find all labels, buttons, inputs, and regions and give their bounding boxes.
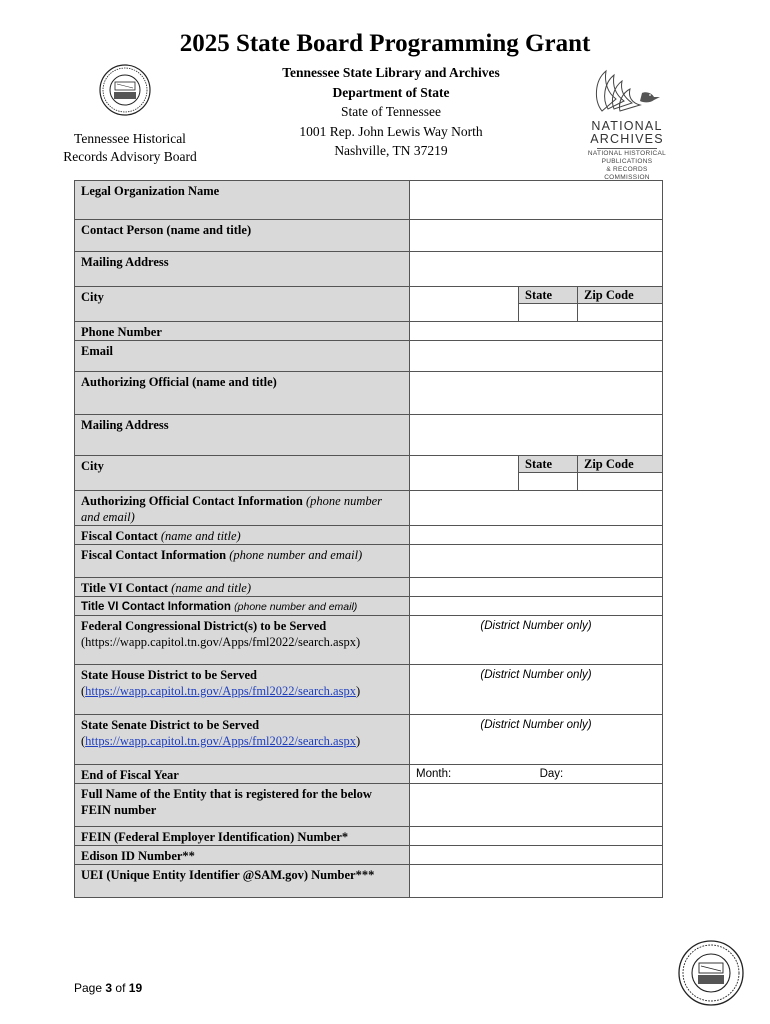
page-total: 19 — [128, 981, 143, 995]
form-row-auth-official — [75, 372, 663, 415]
fiscal-info-label — [75, 545, 410, 578]
congress-district-hint: (District Number only) — [480, 620, 592, 632]
thrab-line-1: Tennessee Historical — [74, 131, 186, 146]
fiscal-info-bold: Fiscal Contact Information — [81, 548, 227, 562]
title6-info-hint: (phone number and email) — [234, 601, 358, 613]
email-field[interactable] — [410, 341, 663, 372]
auth-contact-bold: Authorizing Official Contact Information — [81, 494, 303, 508]
senate-district-hint: (District Number only) — [480, 719, 592, 731]
form-row-mailing-1 — [75, 252, 663, 287]
house-field[interactable] — [410, 665, 663, 715]
fiscal-info-field[interactable] — [410, 545, 663, 578]
edison-label: Edison ID Number** — [75, 846, 410, 865]
state-2-label: State — [519, 456, 577, 472]
eagle-icon — [584, 63, 670, 115]
zip-cell — [578, 287, 663, 321]
contact-person-field[interactable] — [410, 220, 663, 252]
form-row-fein — [75, 827, 663, 846]
zip-field[interactable] — [578, 303, 662, 321]
city-subtable — [410, 287, 662, 321]
contact-person-label: Contact Person (name and title) — [75, 220, 410, 252]
nara-line-2: ARCHIVES — [590, 132, 664, 146]
title6-hint: (name and title) — [171, 581, 252, 595]
mailing-address-label: Mailing Address — [75, 252, 410, 287]
form-row-phone — [75, 322, 663, 341]
phone-label: Phone Number — [75, 322, 410, 341]
city-2-label: City — [75, 456, 410, 491]
form-row-mailing-2 — [75, 415, 663, 456]
fein-label: FEIN (Federal Employer Identification) Number* — [75, 827, 410, 846]
thrab-org-name — [55, 130, 205, 166]
auth-official-label: Authorizing Official (name and title) — [75, 372, 410, 415]
zip-2-cell — [578, 456, 663, 490]
title6-info-field[interactable] — [410, 597, 663, 616]
senate-field[interactable] — [410, 715, 663, 765]
tennessee-seal-icon — [99, 64, 151, 116]
senate-label — [75, 715, 410, 765]
fein-field[interactable] — [410, 827, 663, 846]
form-row-legal-org — [75, 181, 663, 220]
form-row-fiscal-year — [75, 765, 663, 784]
senate-district-link[interactable]: https://wapp.capitol.tn.gov/Apps/fml2022/search.aspx — [85, 734, 356, 748]
entity-name-field[interactable] — [410, 784, 663, 827]
senate-url-wrap: (https://wapp.capitol.tn.gov/Apps/fml2022/search.aspx) — [81, 734, 361, 748]
auth-contact-field[interactable] — [410, 491, 663, 526]
senate-label-text: State Senate District to be Served — [81, 718, 260, 732]
city-2-field[interactable] — [410, 456, 519, 490]
nara-sub-1: NATIONAL HISTORICAL — [587, 150, 667, 157]
form-row-senate — [75, 715, 663, 765]
edison-field[interactable] — [410, 846, 663, 865]
uei-label: UEI (Unique Entity Identifier @SAM.gov) Number*** — [75, 865, 410, 898]
agency-name: Tennessee State Library and Archives — [282, 65, 500, 80]
phone-field[interactable] — [410, 322, 663, 341]
nara-sub-3: & RECORDS COMMISSION — [604, 166, 650, 181]
auth-official-field[interactable] — [410, 372, 663, 415]
nara-line-1: NATIONAL — [591, 119, 663, 133]
legal-org-label: Legal Organization Name — [75, 181, 410, 220]
mailing-address-field[interactable] — [410, 252, 663, 287]
city-label: City — [75, 287, 410, 322]
state-2-cell — [519, 456, 578, 490]
uei-field[interactable] — [410, 865, 663, 898]
entity-name-label: Full Name of the Entity that is registered for the below FEIN number — [75, 784, 410, 827]
mailing-address-2-label: Mailing Address — [75, 415, 410, 456]
form-row-fiscal-info — [75, 545, 663, 578]
of-word: of — [115, 981, 126, 995]
house-url-wrap: (https://wapp.capitol.tn.gov/Apps/fml2022/search.aspx) — [81, 684, 361, 698]
day-label: Day: — [539, 768, 564, 780]
email-label: Email — [75, 341, 410, 372]
zip-label: Zip Code — [578, 287, 662, 303]
thrab-line-2: Records Advisory Board — [63, 149, 197, 164]
title6-bold: Title VI Contact — [81, 581, 169, 595]
state-name: State of Tennessee — [340, 104, 442, 119]
application-form-table — [74, 180, 663, 898]
zip-2-field[interactable] — [578, 472, 662, 490]
congress-label-text: Federal Congressional District(s) to be Served — [81, 619, 327, 633]
house-district-hint: (District Number only) — [480, 669, 592, 681]
nara-sub-2: PUBLICATIONS — [601, 158, 653, 165]
form-row-entity-name — [75, 784, 663, 827]
congress-url: (https://wapp.capitol.tn.gov/Apps/fml2022/search.aspx) — [81, 635, 361, 649]
form-row-email — [75, 341, 663, 372]
form-row-house — [75, 665, 663, 715]
title6-info-bold: Title VI Contact Information — [81, 601, 231, 613]
form-row-auth-contact — [75, 491, 663, 526]
fiscal-contact-field[interactable] — [410, 526, 663, 545]
house-district-link[interactable]: https://wapp.capitol.tn.gov/Apps/fml2022/search.aspx — [85, 684, 356, 698]
city-state-zip-cells — [410, 287, 663, 322]
fiscal-year-label: End of Fiscal Year — [75, 765, 410, 784]
house-label — [75, 665, 410, 715]
department-name: Department of State — [332, 84, 450, 100]
fiscal-year-inputs — [410, 765, 662, 780]
page-footer — [74, 981, 142, 995]
fiscal-contact-label — [75, 526, 410, 545]
fiscal-contact-bold: Fiscal Contact — [81, 529, 158, 543]
title6-label — [75, 578, 410, 597]
tennessee-seal-footer-icon — [678, 940, 744, 1006]
fiscal-year-field[interactable] — [410, 765, 663, 784]
month-label: Month: — [416, 768, 452, 780]
page-word: Page — [74, 981, 103, 995]
congress-field[interactable] — [410, 616, 663, 665]
city-state-zip: Nashville, TN 37219 — [334, 143, 448, 158]
form-row-city-2 — [75, 456, 663, 491]
city-2-subtable — [410, 456, 662, 490]
zip-2-label: Zip Code — [578, 456, 662, 472]
city-field[interactable] — [410, 287, 519, 321]
legal-org-field[interactable] — [410, 181, 663, 220]
form-row-uei — [75, 865, 663, 898]
form-row-city-1 — [75, 287, 663, 322]
state-label: State — [519, 287, 577, 303]
form-row-fiscal-contact — [75, 526, 663, 545]
mailing-address-2-field[interactable] — [410, 415, 663, 456]
fiscal-info-hint: (phone number and email) — [229, 548, 363, 562]
title6-info-label — [75, 597, 410, 616]
city-2-state-zip-cells — [410, 456, 663, 491]
auth-contact-label — [75, 491, 410, 526]
street-address: 1001 Rep. John Lewis Way North — [299, 123, 483, 139]
state-cell — [519, 287, 578, 321]
form-row-title6 — [75, 578, 663, 597]
form-row-title6-info — [75, 597, 663, 616]
house-label-text: State House District to be Served — [81, 668, 258, 682]
state-2-field[interactable] — [519, 472, 577, 490]
congress-label — [75, 616, 410, 665]
title6-field[interactable] — [410, 578, 663, 597]
page-title: 2025 State Board Programming Grant — [179, 30, 591, 57]
state-field[interactable] — [519, 303, 577, 321]
form-row-congress — [75, 616, 663, 665]
auth-contact-hint: (phone number and email) — [81, 494, 383, 524]
fiscal-contact-hint: (name and title) — [160, 529, 241, 543]
page-number: 3 — [105, 981, 113, 995]
form-row-edison — [75, 846, 663, 865]
form-row-contact-person — [75, 220, 663, 252]
agency-address-block — [231, 63, 551, 161]
national-archives-logo — [584, 63, 670, 182]
